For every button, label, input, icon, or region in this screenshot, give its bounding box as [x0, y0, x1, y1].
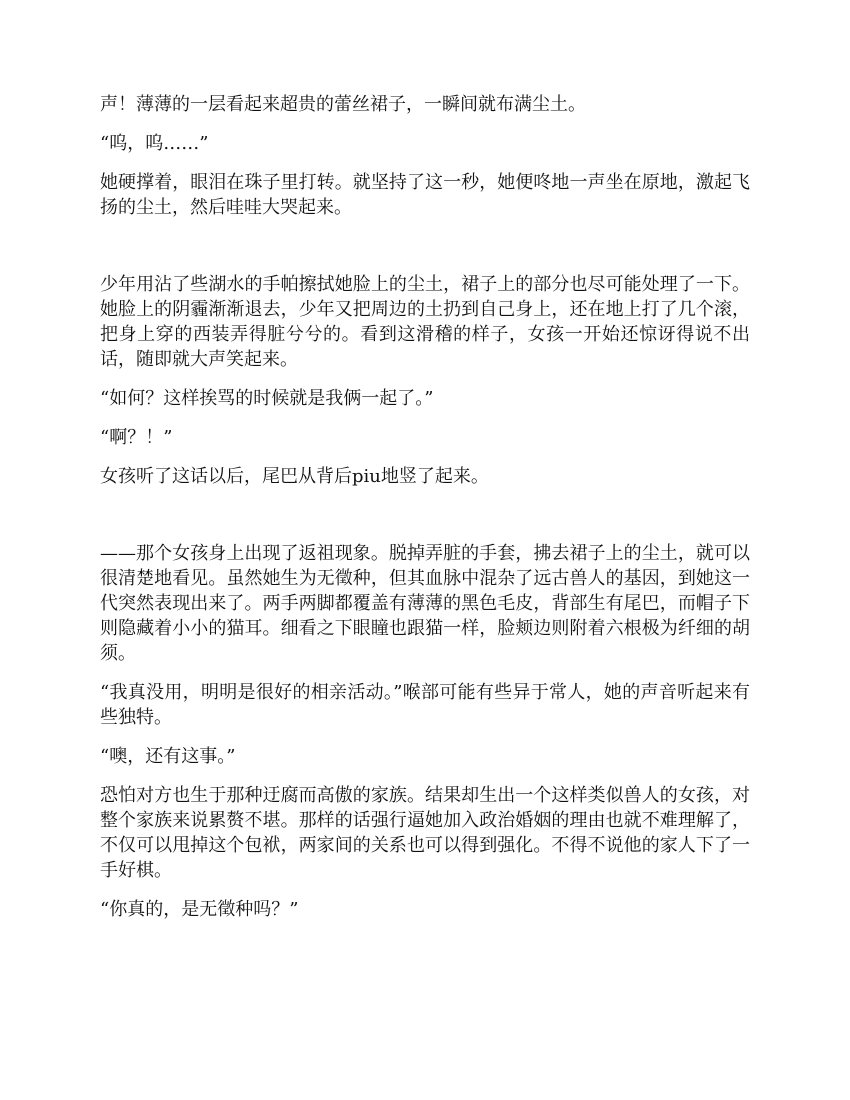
dialogue-line: “你真的，是无徵种吗？”	[100, 899, 299, 920]
dialogue-line: “噢，还有这事。”	[100, 746, 236, 767]
paragraph: 恐怕对方也生于那种迂腐而高傲的家族。结果却生出一个这样类似兽人的女孩，对整个家族来说累赘不堪。那样的话强行逼她加入政治婚姻的理由也就不难理解了，不仅可以甩掉这个包袱，两家间的关系也可以得到强化。不得不说他的家人下了一手好棋。	[100, 785, 750, 881]
paragraph: 少年用沾了些湖水的手帕擦拭她脸上的尘土，裙子上的部分也尽可能处理了一下。她脸上的阴霾渐渐退去，少年又把周边的土扔到自己身上，还在地上打了几个滚，把身上穿的西装弄得脏兮兮的。看到这滑稽的样子，女孩一开始还惊讶得说不出话，随即就大声笑起来。	[100, 274, 750, 370]
paragraph: 声！薄薄的一层看起来超贵的蕾丝裙子，一瞬间就布满尘土。	[100, 94, 586, 115]
dialogue-line: “我真没用，明明是很好的相亲活动。”喉部可能有些异于常人，她的声音听起来有些独特。	[100, 682, 750, 728]
dialogue-line: “如何？这样挨骂的时候就是我俩一起了。”	[100, 388, 434, 409]
section-break	[100, 503, 750, 541]
section-break	[100, 234, 750, 272]
dialogue-line: “啊？！”	[100, 427, 173, 448]
paragraph: ——那个女孩身上出现了返祖现象。脱掉弄脏的手套，拂去裙子上的尘土，就可以很清楚地看见。虽然她生为无徵种，但其血脉中混杂了远古兽人的基因，到她这一代突然表现出来了。两手两脚都覆盖有薄薄的黑色毛皮，背部生有尾巴，而帽子下则隐藏着小小的猫耳。细看之下眼瞳也跟猫一样，脸颊边则附着六根极为纤细的胡须。	[100, 543, 750, 664]
paragraph: 她硬撑着，眼泪在珠子里打转。就坚持了这一秒，她便咚地一声坐在原地，激起飞扬的尘土，然后哇哇大哭起来。	[100, 172, 750, 218]
document-page	[100, 92, 750, 936]
paragraph: 女孩听了这话以后，尾巴从背后piu地竖了起来。	[100, 466, 489, 487]
dialogue-line: “呜，呜……”	[100, 133, 209, 154]
